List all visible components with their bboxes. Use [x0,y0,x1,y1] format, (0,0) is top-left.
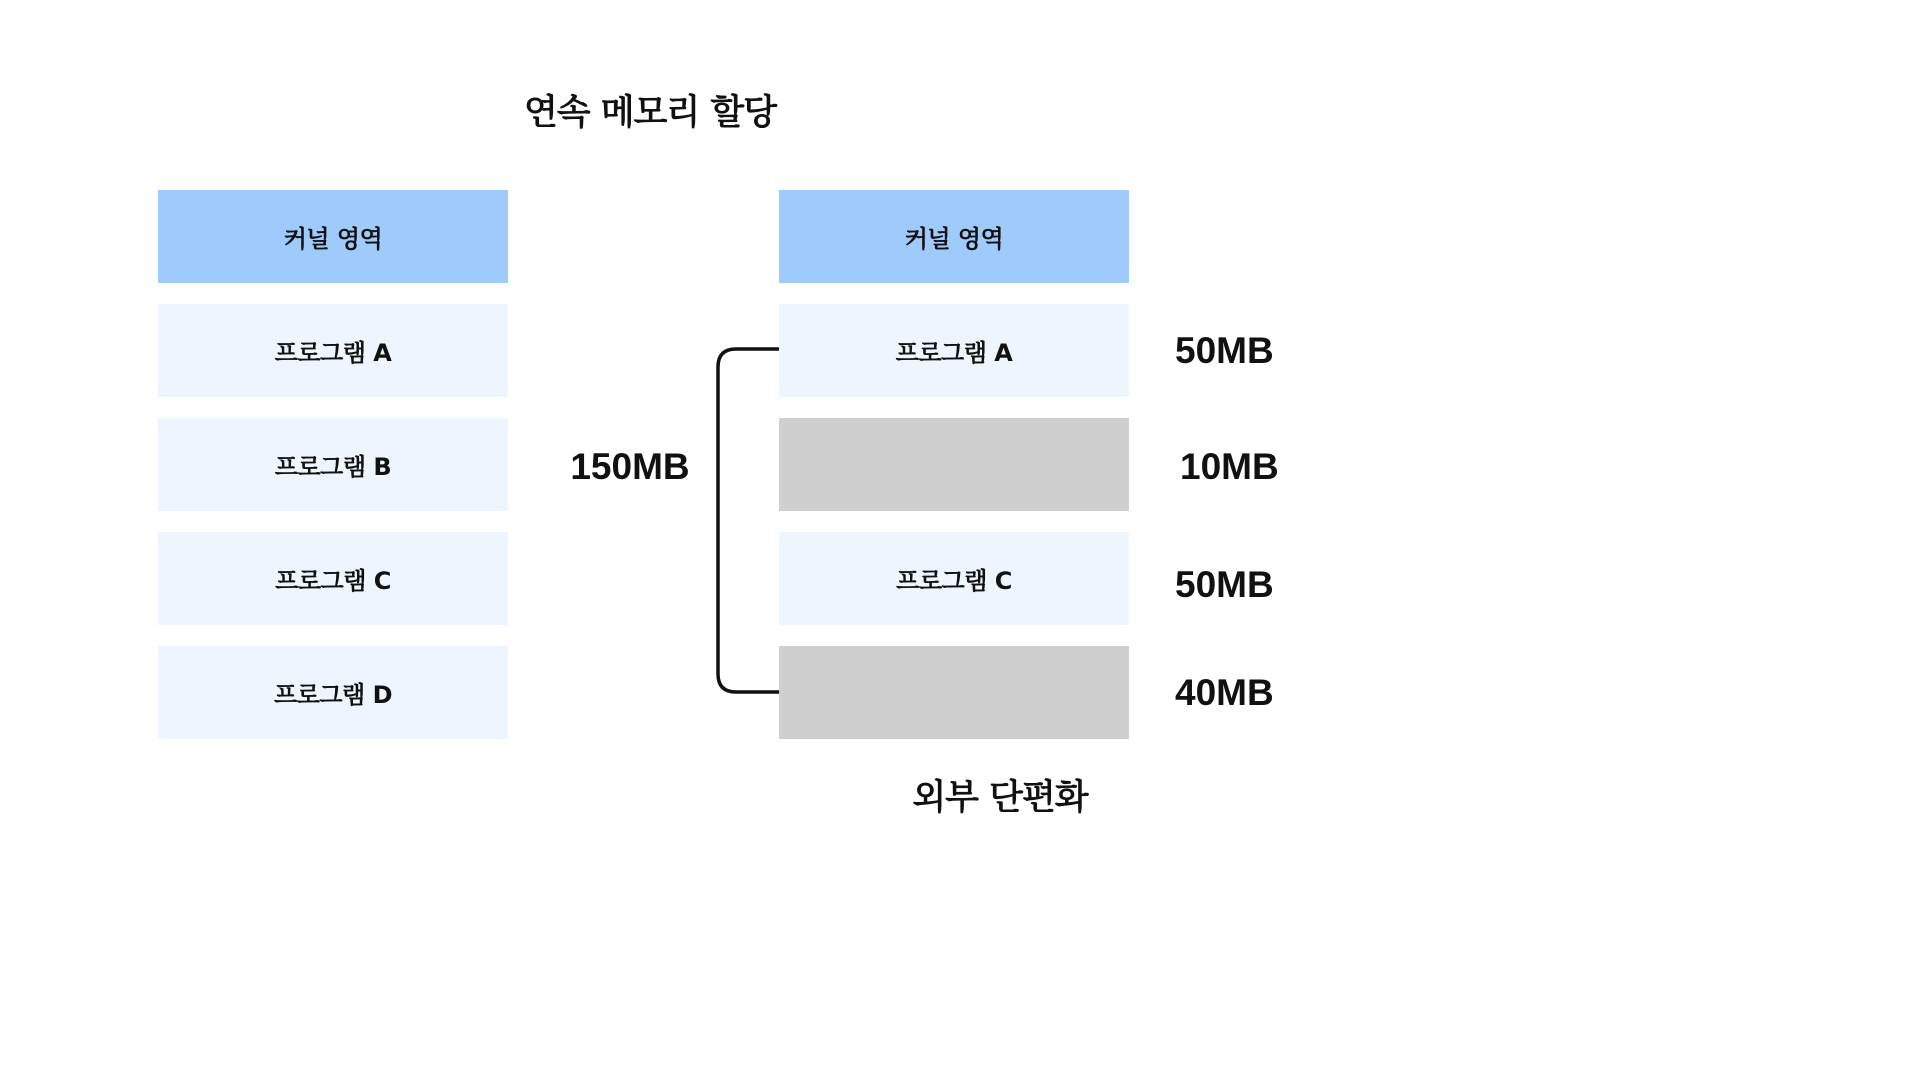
left-kernel-area: 커널 영역 [158,190,508,283]
diagram-title: 연속 메모리 할당 [523,93,777,133]
free-hole-1 [779,418,1129,511]
size-label-free-2: 40MB [1175,672,1274,713]
free-hole-2 [779,646,1129,739]
size-label-program-c: 50MB [1175,564,1274,605]
size-label-free-1: 10MB [1180,446,1279,487]
right-program-c: 프로그램 C [779,532,1129,625]
total-free-label: 150MB [570,446,690,487]
left-program-d: 프로그램 D [158,646,508,739]
left-program-c: 프로그램 C [158,532,508,625]
right-kernel-area: 커널 영역 [779,190,1129,283]
right-program-a: 프로그램 A [779,304,1129,397]
left-program-b: 프로그램 B [158,418,508,511]
fragmentation-caption: 외부 단편화 [912,778,1088,818]
left-program-a: 프로그램 A [158,304,508,397]
size-label-program-a: 50MB [1175,330,1274,371]
